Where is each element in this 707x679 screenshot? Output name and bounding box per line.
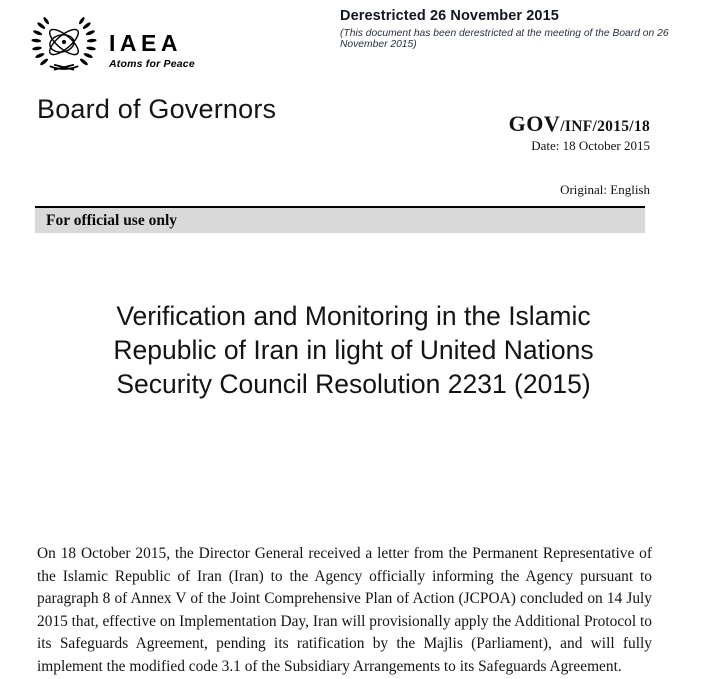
iaea-logo xyxy=(28,15,195,79)
iaea-logo-org: IAEA xyxy=(109,30,182,56)
document-symbol-block xyxy=(509,113,650,154)
document-symbol-main: GOV xyxy=(508,111,561,136)
document-title-line-2: Republic of Iran in light of United Nations xyxy=(113,335,594,365)
document-symbol xyxy=(509,113,650,135)
classification-bar xyxy=(35,206,645,233)
document-title-line-1: Verification and Monitoring in the Islamic xyxy=(116,301,591,331)
classification-label: For official use only xyxy=(46,211,178,229)
document-date: Date: 18 October 2015 xyxy=(531,138,650,153)
iaea-atom-wreath-icon xyxy=(28,15,100,79)
iaea-logo-text xyxy=(109,32,195,70)
document-title xyxy=(0,299,707,401)
iaea-logo-tagline: Atoms for Peace xyxy=(109,58,195,70)
derestriction-note: (This document has been derestricted at the meeting of the Board on 26 November 2015) xyxy=(340,28,669,50)
document-symbol-rest: /INF/2015/18 xyxy=(560,118,650,135)
derestriction-notice xyxy=(340,8,700,50)
body-paragraph: On 18 October 2015, the Director General received a letter from the Permanent Representative of the Islamic Republic of Iran (Iran) to the Agency officially informing the Agency pursuant to paragraph 8 of Annex V of the Joint Comprehensive Plan of Action (JCPOA) concluded on 14 July 2015 that, effective on Implementation Day, Iran will provisionally apply the Additional Protocol to its Safeguards Agreement, pending its ratification by the Majlis (Parliament), and will fully implement the modified code 3.1 of the Subsidiary Arrangements to its Safeguards Agreement. xyxy=(37,545,652,675)
document-title-line-3: Security Council Resolution 2231 (2015) xyxy=(116,369,591,399)
board-of-governors-heading: Board of Governors xyxy=(37,94,277,124)
derestriction-title: Derestricted 26 November 2015 xyxy=(340,8,559,24)
original-language: Original: English xyxy=(560,182,650,197)
